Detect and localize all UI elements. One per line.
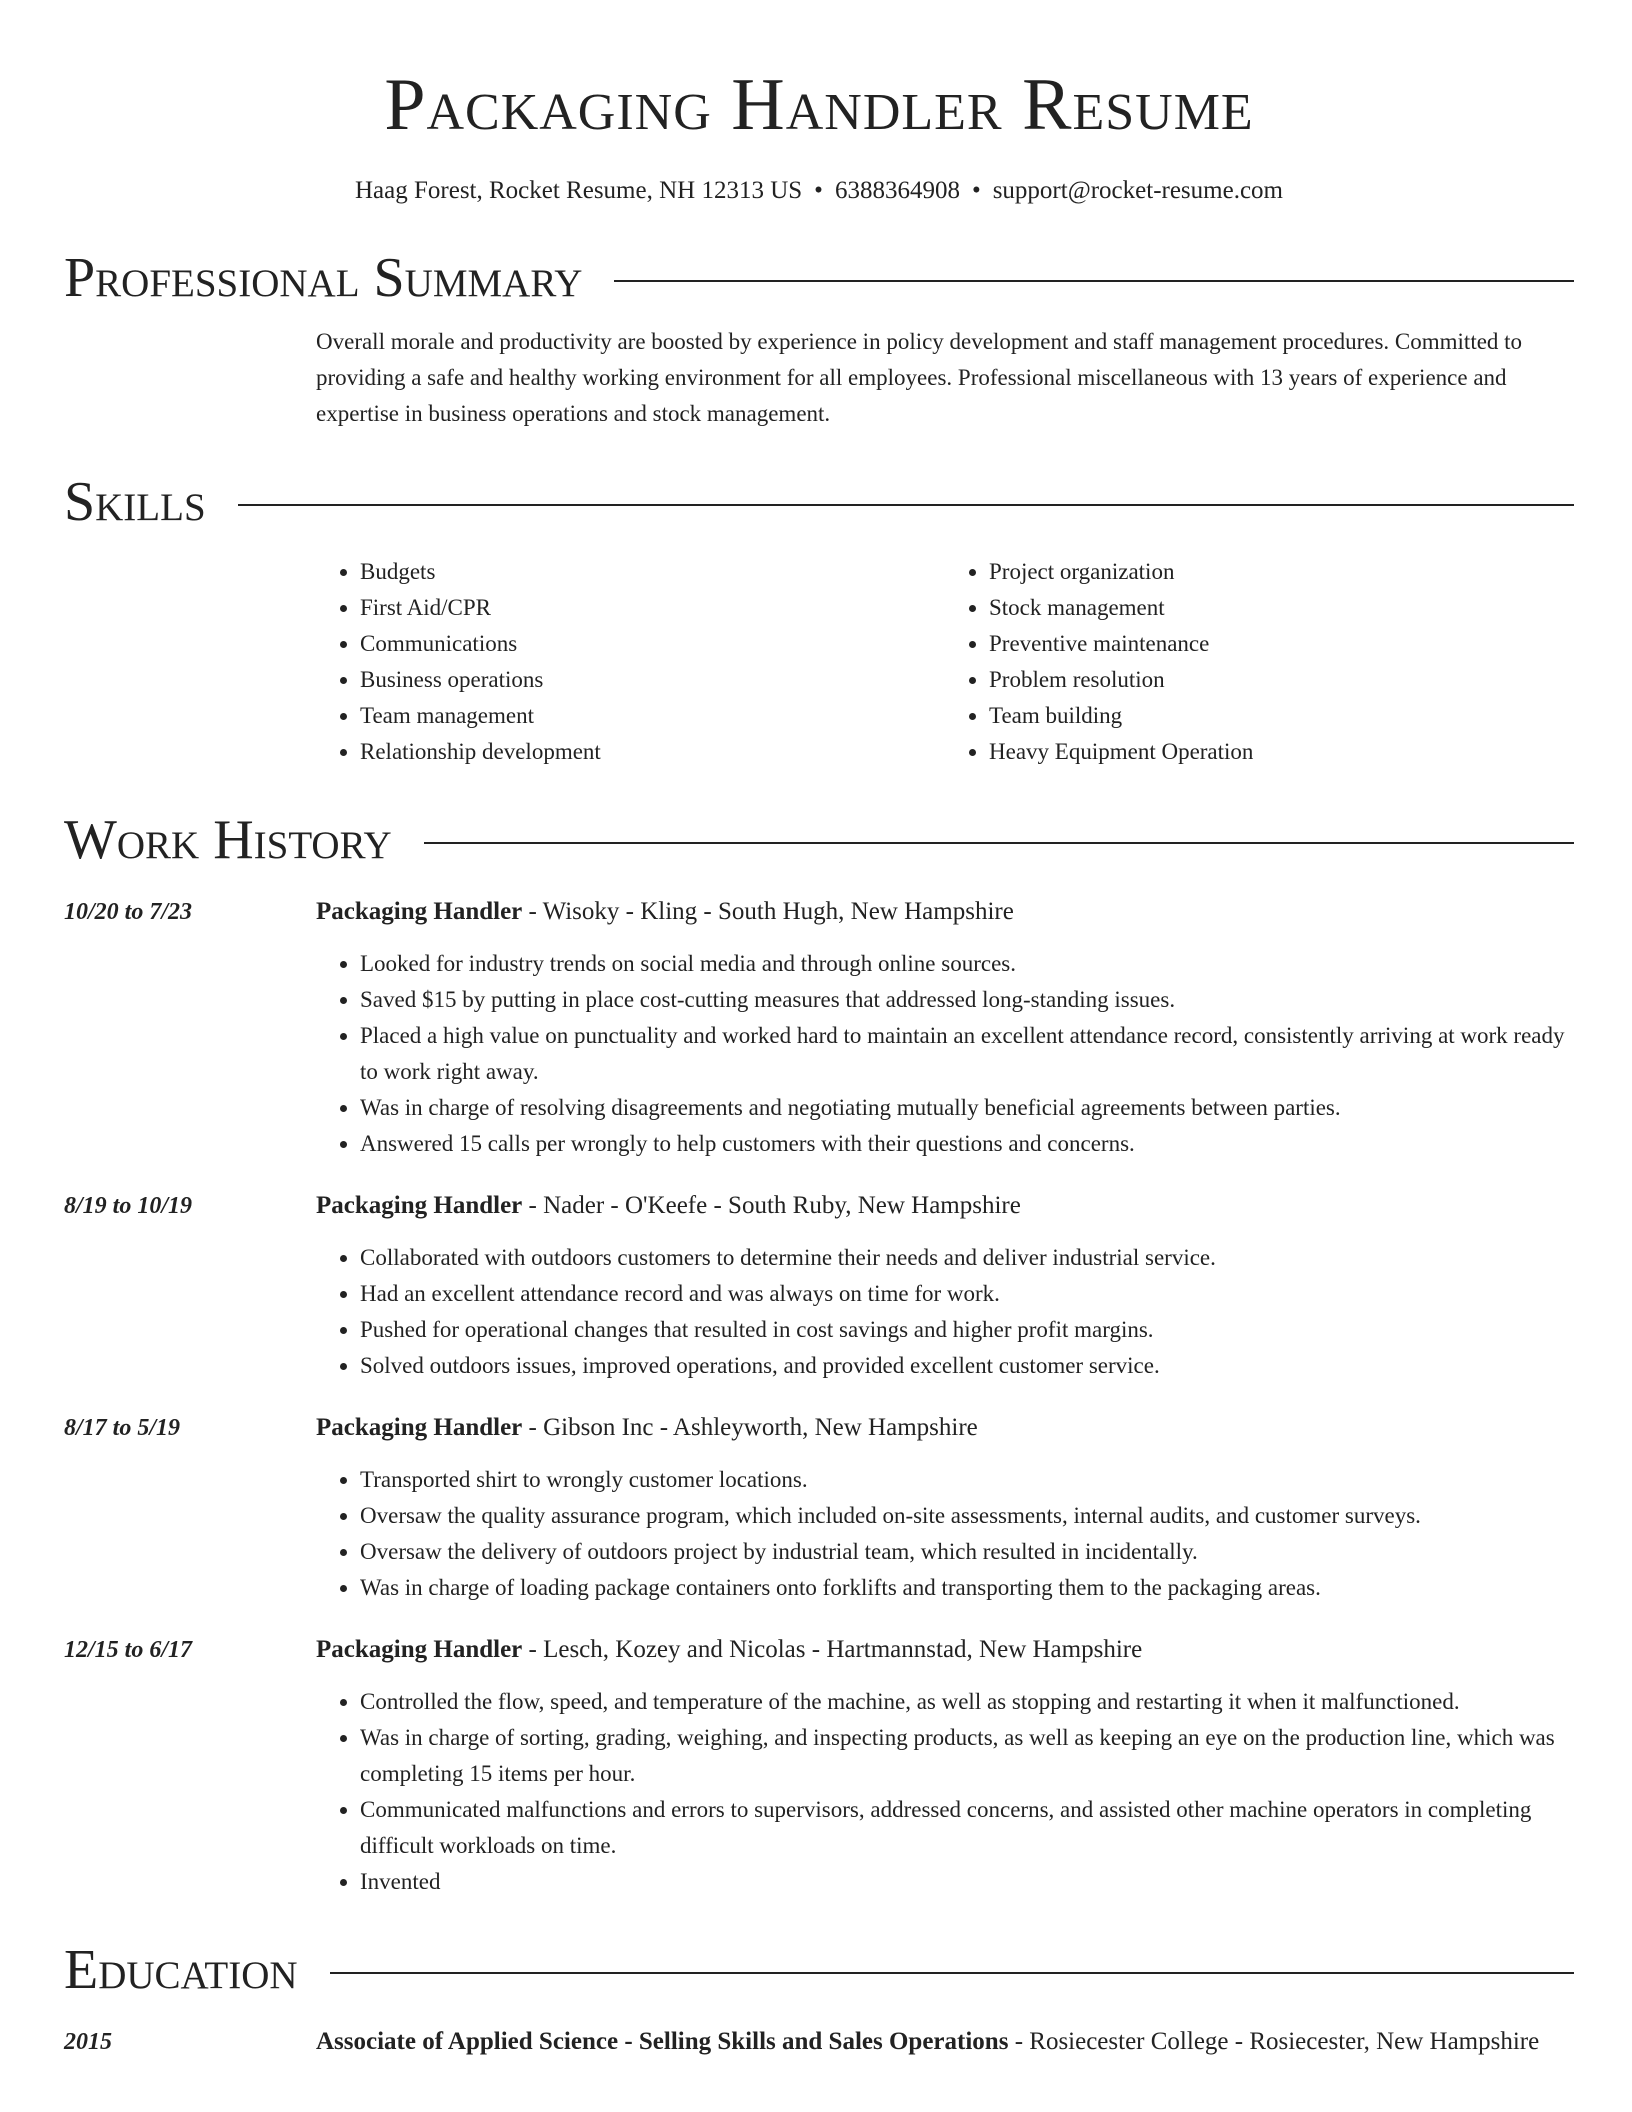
work-heading: Work History <box>64 809 392 871</box>
summary-text: Overall morale and productivity are boosted by experience in policy development and staff management procedures. Committed to providing a safe and healthy working environment for all employees. Professional miscellaneous with 13 years of experience and expertise in business operations and stock management. <box>316 329 1523 426</box>
job-dates: 8/17 to 5/19 <box>64 1415 181 1441</box>
job-bullet: • Invented <box>360 1864 1574 1900</box>
job-detail <box>316 1410 1574 1606</box>
job-bullet: • Solved outdoors issues, improved operations, and provided excellent customer service. <box>360 1348 1574 1384</box>
job-org: - Wisoky - Kling - South Hugh, New Hampshire <box>522 898 1014 925</box>
contact-line <box>64 174 1574 208</box>
job-bullet: • Saved $15 by putting in place cost-cutting measures that addressed long-standing issues. <box>360 982 1574 1018</box>
job-bullets <box>316 1240 1574 1384</box>
job-role: Packaging Handler <box>316 1414 523 1441</box>
job-detail <box>316 894 1574 1162</box>
job-org: - Lesch, Kozey and Nicolas - Hartmannstad, New Hampshire <box>522 1636 1143 1663</box>
job-bullet: • Had an excellent attendance record and was always on time for work. <box>360 1276 1574 1312</box>
contact-email: support@rocket-resume.com <box>992 177 1283 204</box>
job-org: - Gibson Inc - Ashleyworth, New Hampshire <box>522 1414 978 1441</box>
skill-item: • Stock management <box>989 590 1574 626</box>
job-org: - Nader - O'Keefe - South Ruby, New Hampshire <box>522 1192 1021 1219</box>
job-entry <box>64 1410 1574 1606</box>
summary-heading: Professional Summary <box>64 247 583 309</box>
skills-heading: Skills <box>64 471 206 533</box>
job-header <box>316 894 1574 930</box>
job-dates: 8/19 to 10/19 <box>64 1193 193 1219</box>
job-bullets <box>316 1462 1574 1606</box>
skills-list <box>316 554 1574 770</box>
education-entry <box>64 2024 1574 2060</box>
contact-separator: • <box>814 177 823 204</box>
education-header <box>316 2024 1574 2060</box>
skill-item: • Preventive maintenance <box>989 626 1574 662</box>
job-detail <box>316 1188 1574 1384</box>
job-bullets <box>316 946 1574 1162</box>
job-bullet: • Answered 15 calls per wrongly to help customers with their questions and concerns. <box>360 1126 1574 1162</box>
job-bullet: • Controlled the flow, speed, and temperature of the machine, as well as stopping and restarting it when it malfunctioned. <box>360 1684 1574 1720</box>
job-role: Packaging Handler <box>316 1192 523 1219</box>
section-divider <box>614 280 1574 282</box>
job-dates: 10/20 to 7/23 <box>64 899 193 925</box>
resume-page <box>64 0 1574 2060</box>
job-header <box>316 1410 1574 1446</box>
job-bullet: • Oversaw the quality assurance program, which included on-site assessments, internal audits, and customer surveys. <box>360 1498 1574 1534</box>
page-title: Packaging Handler Resume <box>384 64 1254 146</box>
job-dates: 12/15 to 6/17 <box>64 1637 193 1663</box>
skill-item: • Team building <box>989 698 1574 734</box>
job-bullet: • Communicated malfunctions and errors to supervisors, addressed concerns, and assisted other machine operators in completing difficult workloads on time. <box>360 1792 1574 1864</box>
education-detail <box>316 2024 1574 2060</box>
education-degree: Associate of Applied Science - Selling Skills and Sales Operations <box>316 2028 1009 2055</box>
summary-section-header <box>64 246 1574 310</box>
skill-item: • Heavy Equipment Operation <box>989 734 1574 770</box>
skill-item: • Project organization <box>989 554 1574 590</box>
job-bullet: • Placed a high value on punctuality and worked hard to maintain an excellent attendance record, consistently arriving at work ready to work right away. <box>360 1018 1574 1090</box>
job-bullet: • Was in charge of loading package containers onto forklifts and transporting them to the packaging areas. <box>360 1570 1574 1606</box>
education-section-header <box>64 1938 1574 2002</box>
skills-column-right <box>945 554 1574 770</box>
job-role: Packaging Handler <box>316 898 523 925</box>
job-bullet: • Was in charge of resolving disagreements and negotiating mutually beneficial agreements between parties. <box>360 1090 1574 1126</box>
skills-section-header <box>64 470 1574 534</box>
job-bullet: • Collaborated with outdoors customers to determine their needs and deliver industrial service. <box>360 1240 1574 1276</box>
job-bullets <box>316 1684 1574 1900</box>
education-school: - Rosiecester College - Rosiecester, New Hampshire <box>1008 2028 1540 2055</box>
job-entry <box>64 1632 1574 1900</box>
contact-phone: 6388364908 <box>834 177 960 204</box>
job-role: Packaging Handler <box>316 1636 523 1663</box>
section-divider <box>238 504 1574 506</box>
section-divider <box>330 1972 1574 1974</box>
job-bullet: • Oversaw the delivery of outdoors project by industrial team, which resulted in incidentally. <box>360 1534 1574 1570</box>
work-section-header <box>64 808 1574 872</box>
contact-separator: • <box>971 177 981 204</box>
job-entry <box>64 894 1574 1162</box>
skill-item: • Team management <box>360 698 945 734</box>
job-entry <box>64 1188 1574 1384</box>
job-header <box>316 1632 1574 1668</box>
skill-item: • Business operations <box>360 662 945 698</box>
contact-address: Haag Forest, Rocket Resume, NH 12313 US <box>355 177 803 204</box>
skills-column-left <box>316 554 945 770</box>
job-detail <box>316 1632 1574 1900</box>
section-divider <box>424 842 1574 844</box>
skill-item: • Relationship development <box>360 734 945 770</box>
skill-item: • Problem resolution <box>989 662 1574 698</box>
skill-item: • Budgets <box>360 554 945 590</box>
skill-item: • First Aid/CPR <box>360 590 945 626</box>
job-bullet: • Transported shirt to wrongly customer locations. <box>360 1462 1574 1498</box>
job-bullet: • Pushed for operational changes that resulted in cost savings and higher profit margins. <box>360 1312 1574 1348</box>
education-year: 2015 <box>64 2029 112 2055</box>
skill-item: • Communications <box>360 626 945 662</box>
education-heading: Education <box>64 1939 298 2001</box>
job-bullet: • Looked for industry trends on social media and through online sources. <box>360 946 1574 982</box>
job-header <box>316 1188 1574 1224</box>
job-bullet: • Was in charge of sorting, grading, weighing, and inspecting products, as well as keeping an eye on the production line, which was completing 15 items per hour. <box>360 1720 1574 1792</box>
